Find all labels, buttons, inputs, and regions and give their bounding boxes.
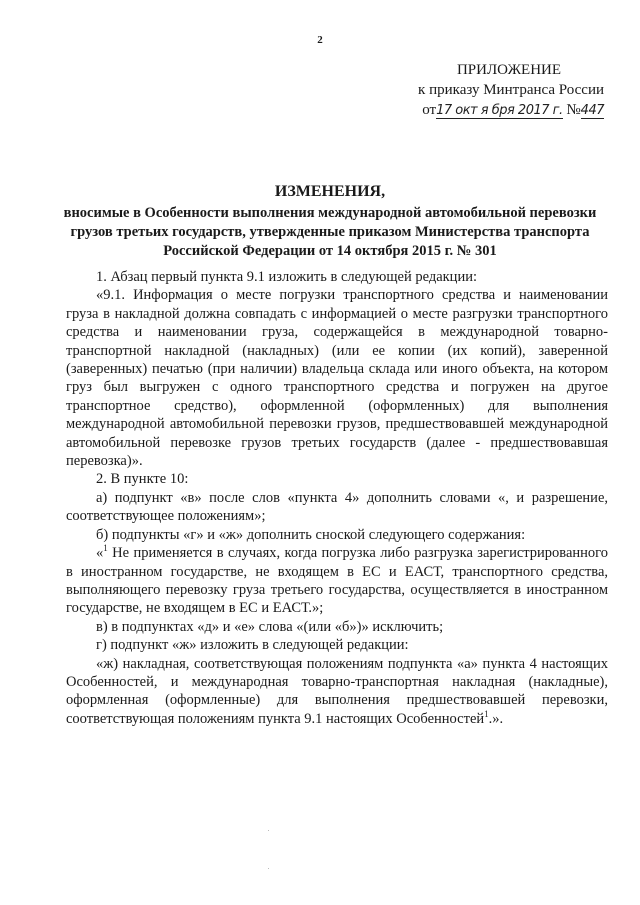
paragraph-5: б) подпункты «г» и «ж» дополнить сноской следующего содержания: <box>96 526 526 543</box>
paragraph-6 <box>66 544 608 618</box>
document-body <box>66 268 608 728</box>
appendix-subtitle: к приказу Минтранса России <box>418 82 604 98</box>
paragraph-1: 1. Абзац первый пункта 9.1 изложить в следующей редакции: <box>96 269 477 285</box>
order-line <box>384 100 604 121</box>
paragraph-9 <box>66 655 608 729</box>
appendix-title: ПРИЛОЖЕНИЕ <box>456 62 562 78</box>
scan-speck <box>268 830 269 831</box>
paragraph-7: в) в подпунктах «д» и «е» слова «(или «б»)» исключить; <box>96 618 444 635</box>
paragraph-3: 2. В пункте 10: <box>96 471 189 488</box>
footnote-marker: 1 <box>103 543 108 554</box>
scan-speck <box>268 868 269 869</box>
quote-open: « <box>96 545 104 562</box>
document-subtitle: вносимые в Особенности выполнения международной автомобильной перевозки грузов третьих государств, утвержденные приказом Министерства транспорта Российской Федерации от 14 октября 2015 г. № 301 <box>63 205 597 259</box>
paragraph-2: «9.1. Информация о месте погрузки транспортного средства и наименовании груза в накладной должна совпадать с информацией о месте разгрузки транспортного средства и наименовании груза, содержащейся в международной товарно-транспортной накладной (накладных) (или ее копии (их копий), заверенной (заверенных) печатью (при наличии) владельца склада или иного объекта, на котором груз был выгружен с одного транспортного средства и погружен на другое транспортное средство), оформленной (оформленных) для выполнения международной автомобильной перевозки грузов, предшествовавшей международной автомобильной перевозке грузов третьих государств (далее - предшествовавшая перевозка)». <box>66 287 608 470</box>
order-number-prefix: № <box>566 102 581 118</box>
order-prefix: от <box>422 102 437 118</box>
paragraph-8: г) подпункт «ж» изложить в следующей редакции: <box>96 637 409 654</box>
page-number: 2 <box>317 34 323 46</box>
document-header <box>60 182 600 261</box>
footnote-text: Не применяется в случаях, когда погрузка либо разгрузка зарегистрированного в иностранном государстве, не входящем в ЕС и ЕАСТ, транспортного средства, выполняющего перевозку груза третьего государства, осуществляется в иностранном государстве, не входящем в ЕС и ЕАСТ.»; <box>66 545 608 617</box>
paragraph-9-end: .». <box>488 710 504 727</box>
document-title: ИЗМЕНЕНИЯ, <box>274 183 386 200</box>
appendix-block <box>384 60 604 121</box>
paragraph-9-text: «ж) накладная, соответствующая положениям подпункта «а» пункта 4 настоящих Особенностей, и международная товарно-транспортная накладная (накладные), оформленная (оформленные) для выполнения предшествовавшей перевозки, соответствующая положениям пункта 9.1 настоящих Особенностей <box>66 655 608 727</box>
footnote-reference: 1 <box>484 708 489 719</box>
order-date-handwritten: 17 окт я бря 2017 г. <box>436 103 563 118</box>
paragraph-4: а) подпункт «в» после слов «пункта 4» дополнить словами «, и разрешение, соответствующее положениям»; <box>66 489 608 525</box>
order-number-handwritten: 447 <box>580 103 604 118</box>
